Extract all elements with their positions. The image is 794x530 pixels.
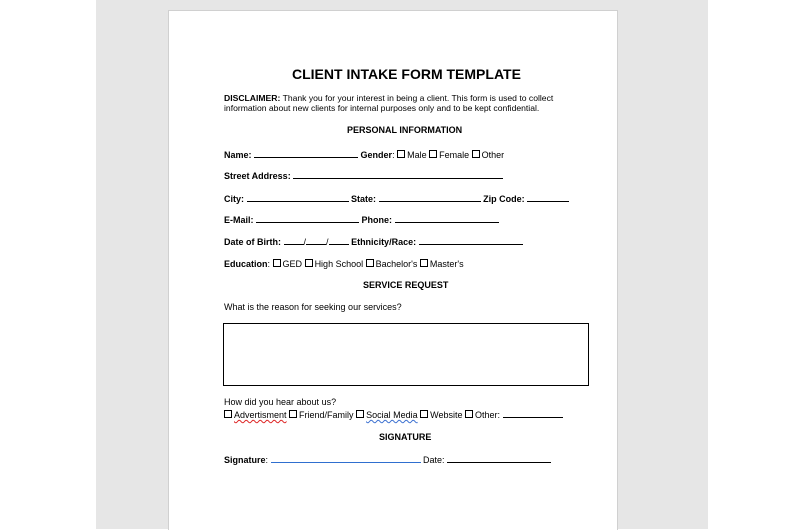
hear-other-label: Other: [475,410,501,420]
signature-field[interactable] [271,454,421,463]
education-highschool-checkbox[interactable] [305,259,313,267]
name-row: Name: Gender: Male Female Other [224,150,505,160]
ethnicity-field[interactable] [419,236,523,245]
dob-day-field[interactable] [303,236,326,247]
education-ged-checkbox[interactable] [273,259,281,267]
hear-friend-checkbox[interactable] [289,410,297,418]
date-field[interactable] [447,454,551,463]
gender-male-checkbox[interactable] [397,150,405,158]
education-row: Education: GED High School Bachelor's Master's [224,259,464,269]
hear-other-field[interactable] [503,409,563,418]
dob-month-field[interactable] [284,236,304,245]
date-label: Date: [423,455,445,465]
zip-field[interactable] [527,193,569,202]
phone-field[interactable] [395,214,499,223]
reason-textarea[interactable] [223,323,589,386]
state-field[interactable] [379,193,481,202]
signature-row: Signature: Date: [224,454,551,465]
education-bachelors-checkbox[interactable] [366,259,374,267]
disclaimer-label: DISCLAIMER: [224,93,281,103]
left-margin [0,0,96,529]
ethnicity-label: Ethnicity/Race: [351,237,417,247]
signature-label: Signature [224,455,266,465]
email-field[interactable] [256,214,359,223]
hear-website-label: Website [430,410,463,420]
hear-friend-label: Friend/Family [299,410,354,420]
city-row [224,193,569,204]
education-bachelors-label: Bachelor's [375,259,418,269]
street-row [224,170,503,181]
hear-advertisement-label: Advertisment [234,410,287,420]
hear-social-label: Social Media [366,410,418,420]
dob-separator-2: / [326,237,329,247]
hear-social-checkbox[interactable] [356,410,364,418]
form-title: CLIENT INTAKE FORM TEMPLATE [292,66,521,82]
email-row [224,214,499,225]
phone-label: Phone: [361,215,393,225]
education-label: Education [224,259,268,269]
disclaimer-text-1: Thank you for your interest in being a client. This form is used to collect [280,93,554,103]
street-label: Street Address: [224,171,291,181]
dob-year-field[interactable] [329,236,349,245]
gender-other-checkbox[interactable] [472,150,480,158]
gender-other-label: Other [481,150,505,160]
document-page [168,10,618,530]
gender-male-label: Male [407,150,427,160]
name-field[interactable] [254,149,358,158]
hear-other-checkbox[interactable] [465,410,473,418]
hear-advertisement-checkbox[interactable] [224,410,232,418]
gender-female-label: Female [439,150,470,160]
hear-website-checkbox[interactable] [420,410,428,418]
city-label: City: [224,194,244,204]
hear-question: How did you hear about us? [224,397,337,407]
disclaimer-text-2: information about new clients for internal purposes only and to be kept confidential. [224,103,540,113]
zip-label: Zip Code: [483,194,525,204]
dob-separator-1: / [303,237,307,247]
street-field[interactable] [293,170,503,179]
education-masters-checkbox[interactable] [420,259,428,267]
dob-row [224,236,523,247]
dob-label: Date of Birth: [224,237,281,247]
gender-female-checkbox[interactable] [429,150,437,158]
education-ged-label: GED [282,259,303,269]
reason-question: What is the reason for seeking our services? [224,302,402,312]
signature-heading: SIGNATURE [379,432,432,442]
education-masters-label: Master's [429,259,464,269]
name-label: Name: [224,150,252,160]
personal-info-heading: PERSONAL INFORMATION [347,125,463,135]
service-request-heading: SERVICE REQUEST [363,280,449,290]
education-highschool-label: High School [314,259,364,269]
hear-options-row [224,409,563,420]
state-label: State: [351,194,377,204]
gender-label: Gender [360,150,393,160]
email-label: E-Mail: [224,215,254,225]
city-field[interactable] [247,193,349,202]
